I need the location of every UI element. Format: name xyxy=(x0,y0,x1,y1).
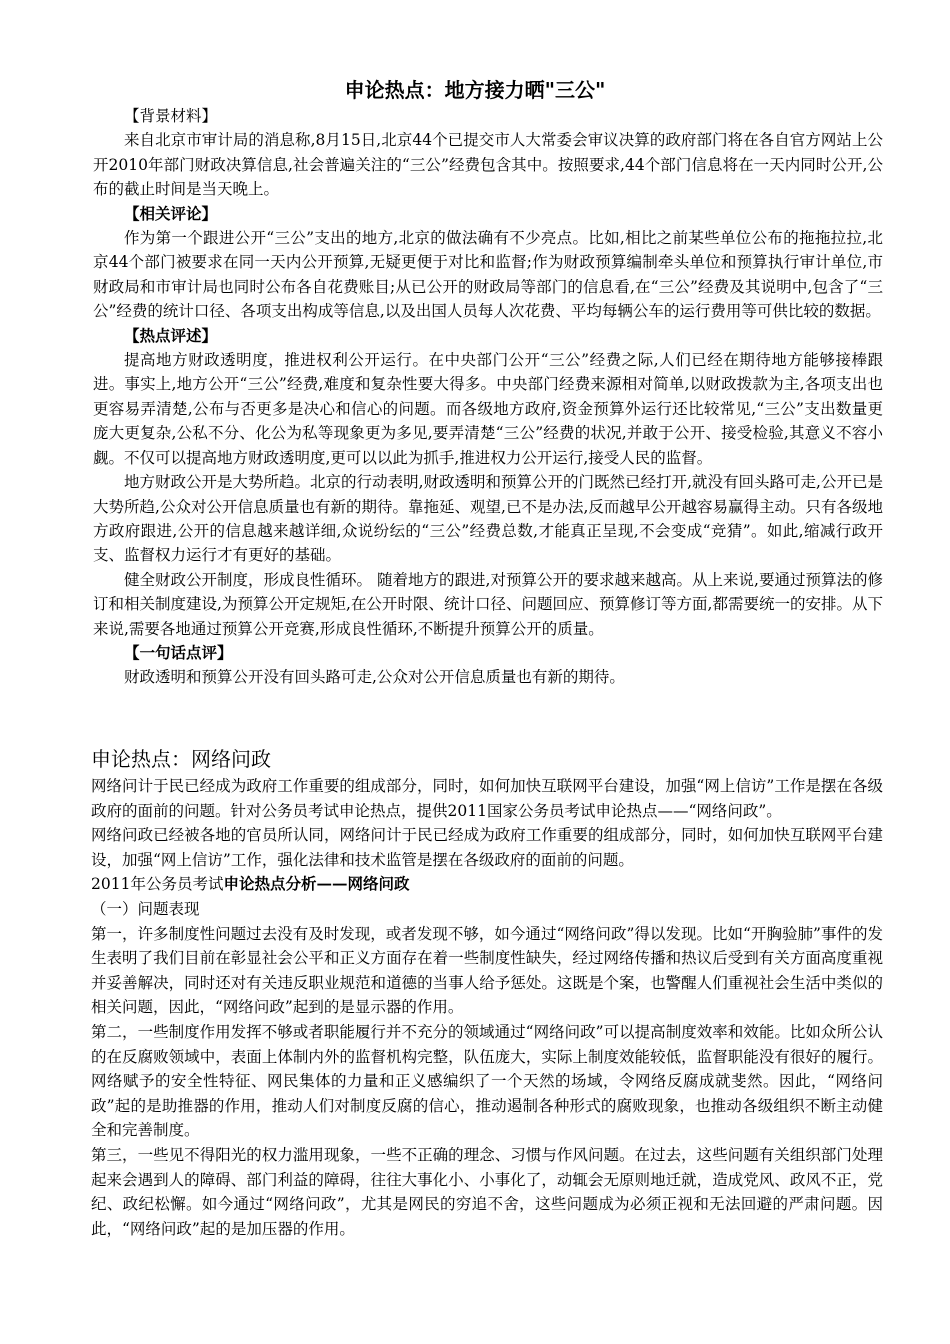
hotspot-paragraph-1: 提高地方财政透明度，推进权利公开运行。在中央部门公开“三公”经费之际,人们已经在期待地方能够接棒跟进。事实上,地方公开“三公”经费,难度和复杂性要大得多。中央部门经费来源相对简单,以财政拨款为主,各项支出也更容易弄清楚,公布与否更多是决心和信心的问题。而各级地方政府,资金预算外运行还比较常见,“三公”支出数量更庞大更复杂,公私不分、化公为私等现象更为多见,要弄清楚“三公”经费的状况,并敢于公开、接受检验,其意义不容小觑。不仅可以提高地方财政透明度,更可以以此为抓手,推进权力公开运行,接受人民的监督。 xyxy=(93,351,883,467)
background-label: 【背景材料】 xyxy=(124,107,218,125)
article2-title: 申论热点：网络问政 xyxy=(91,747,271,771)
background-paragraph: 来自北京市审计局的消息称,8月15日,北京44个已提交市人大常委会审议决算的政府部门将在各自官方网站上公开2010年部门财政决算信息,社会普遍关注的“三公”经费包含其中。按照要求,44个部门信息将在一天内同时公开,公布的截止时间是当天晚上。 xyxy=(93,131,883,199)
intro-paragraph-1: 网络问计于民已经成为政府工作重要的组成部分，同时，如何加快互联网平台建设，加强“网上信访”工作是摆在各级政府的面前的问题。针对公务员考试申论热点，提供2011国家公务员考试申论热点——“网络问政”。 xyxy=(91,777,883,820)
analysis-title: 申论热点分析——网络问政 xyxy=(223,874,410,894)
analysis-prefix: 2011年公务员考试 xyxy=(91,875,224,894)
hotspot-paragraph-2: 地方财政公开是大势所趋。北京的行动表明,财政透明和预算公开的门既然已经打开,就没有回头路可走,公开已是大势所趋,公众对公开信息质量也有新的期待。靠拖延、观望,已不是办法,反而越早公开越容易赢得主动。只有各级地方政府跟进,公开的信息越来越详细,众说纷纭的“三公”经费总数,才能真正呈现,不会变成“竞猜”。如此,缩减行政开支、监督权力运行才有更好的基础。 xyxy=(93,473,883,565)
article1-body xyxy=(93,104,883,690)
point-3-paragraph: 第三，一些见不得阳光的权力滥用现象，一些不正确的理念、习惯与作风问题。在过去，这些问题有关组织部门处理起来会遇到人的障碍、部门利益的障碍，往往大事化小、小事化了，动辄会无原则地迁就，造成党风、政风不正，党纪、政纪松懈。如今通过“网络问政”，尤其是网民的穷追不舍，这些问题成为必须正视和无法回避的严肃问题。因此，“网络问政”起的是加压器的作用。 xyxy=(91,1145,883,1238)
section1-label: （一）问题表现 xyxy=(91,899,200,918)
point-2-paragraph: 第二，一些制度作用发挥不够或者职能履行并不充分的领域通过“网络问政”可以提高制度效率和效能。比如众所公认的在反腐败领域中，表面上体制内外的监督机构完整，队伍庞大，实际上制度效能较低，监督职能没有很好的履行。网络赋予的安全性特征、网民集体的力量和正义感编织了一个天然的场域，令网络反腐成就斐然。因此，“网络问政”起的是助推器的作用，推动人们对制度反腐的信心，推动遏制各种形式的腐败现象，也推动各级组织不断主动健全和完善制度。 xyxy=(91,1022,883,1140)
analysis-heading xyxy=(91,872,883,897)
commentary-paragraph: 作为第一个跟进公开“三公”支出的地方,北京的做法确有不少亮点。比如,相比之前某些单位公布的拖拖拉拉,北京44个部门被要求在同一天内公开预算,无疑更便于对比和监督;作为财政预算编制牵头单位和预算执行审计单位,市财政局和市审计局也同时公布各自花费账目;从已公开的财政局等部门的信息看,在“三公”经费及其说明中,包含了“三公”经费的统计口径、各项支出构成等信息,以及出国人员每人次花费、平均每辆公车的运行费用等可供比较的数据。 xyxy=(93,229,883,321)
oneliner-label: 【一句话点评】 xyxy=(124,642,233,662)
commentary-label: 【相关评论】 xyxy=(124,203,218,223)
intro-paragraph-2: 网络问政已经被各地的官员所认同，网络问计于民已经成为政府工作重要的组成部分，同时，如何加快互联网平台建设，加强“网上信访”工作，强化法律和技术监管是摆在各级政府的面前的问题。 xyxy=(91,826,883,869)
article1-title: 申论热点：地方接力晒"三公" xyxy=(344,78,606,102)
hotspot-label: 【热点评述】 xyxy=(124,325,218,345)
article2-body xyxy=(91,774,883,1241)
oneliner-paragraph: 财政透明和预算公开没有回头路可走,公众对公开信息质量也有新的期待。 xyxy=(124,668,625,687)
point-1-paragraph: 第一，许多制度性问题过去没有及时发现，或者发现不够，如今通过“网络问政”得以发现。比如“开胸验肺”事件的发生表明了我们目前在彰显社会公平和正义方面存在着一些制度性缺失，经过网络传播和热议后受到有关方面高度重视并妥善解决，同时还对有关违反职业规范和道德的当事人给予惩处。这既是个案，也警醒人们重视社会生活中类似的相关问题，因此，“网络问政”起到的是显示器的作用。 xyxy=(91,924,883,1017)
hotspot-paragraph-3: 健全财政公开制度，形成良性循环。 随着地方的跟进,对预算公开的要求越来越高。从上来说,要通过预算法的修订和相关制度建设,为预算公开定规矩,在公开时限、统计口径、问题回应、预算修订等方面,都需要统一的安排。从下来说,需要各地通过预算公开竞赛,形成良性循环,不断提升预算公开的质量。 xyxy=(93,570,883,638)
